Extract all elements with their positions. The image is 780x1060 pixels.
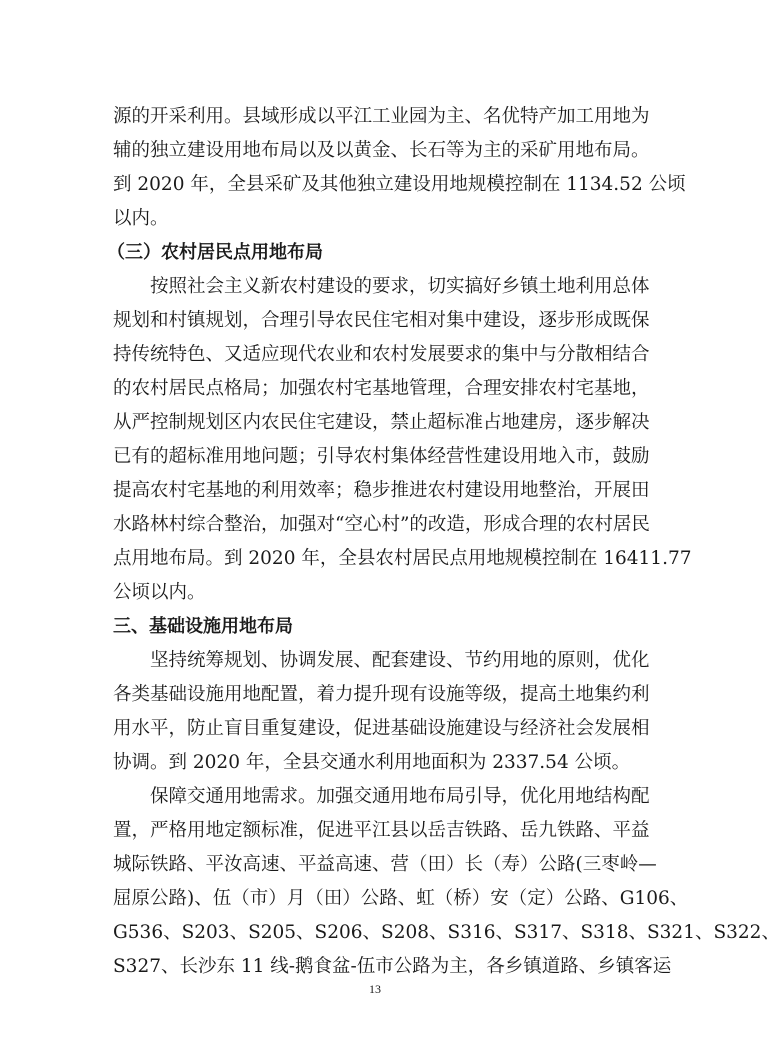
text-line: 协调。到 2020 年，全县交通水利用地面积为 2337.54 公顷。: [113, 752, 631, 773]
text-line: 坚持统筹规划、协调发展、配套建设、节约用地的原则，优化: [150, 650, 650, 671]
text-line: S327、长沙东 11 线-鹅食盆-伍市公路为主，各乡镇道路、乡镇客运: [113, 956, 672, 977]
section-heading: 三、基础设施用地布局: [113, 616, 293, 637]
text-line: 按照社会主义新农村建设的要求，切实搞好乡镇土地利用总体: [150, 276, 650, 297]
text-line: 屈原公路)、伍（市）月（田）公路、虹（桥）安（定）公路、G106、: [113, 888, 689, 909]
text-line: 提高农村宅基地的利用效率；稳步推进农村建设用地整治，开展田: [113, 480, 650, 501]
section-heading: （三）农村居民点用地布局: [107, 242, 323, 263]
text-line: 公顷以内。: [113, 582, 206, 603]
text-line: 水路林村综合整治，加强对“空心村”的改造，形成合理的农村居民: [113, 514, 650, 535]
text-line: 持传统特色、又适应现代农业和农村发展要求的集中与分散相结合: [113, 344, 650, 365]
text-line: 城际铁路、平汝高速、平益高速、营（田）长（寿）公路(三枣岭—: [113, 854, 657, 875]
page-number: 13: [369, 982, 381, 996]
text-line: 辅的独立建设用地布局以及以黄金、长石等为主的采矿用地布局。: [113, 140, 650, 161]
text-line: 用水平，防止盲目重复建设，促进基础设施建设与经济社会发展相: [113, 718, 650, 739]
text-line: G536、S203、S205、S206、S208、S316、S317、S318、S321、S322、: [113, 922, 780, 943]
document-body: [107, 100, 780, 984]
text-line: 置，严格用地定额标准，促进平江县以岳吉铁路、岳九铁路、平益: [113, 820, 650, 841]
text-line: 从严控制规划区内农民住宅建设，禁止超标准占地建房，逐步解决: [113, 412, 650, 433]
text-line: 各类基础设施用地配置，着力提升现有设施等级，提高土地集约利: [113, 684, 650, 705]
text-line: 点用地布局。到 2020 年，全县农村居民点用地规模控制在 16411.77: [113, 548, 692, 569]
text-line: 规划和村镇规划，合理引导农民住宅相对集中建设，逐步形成既保: [113, 310, 650, 331]
text-line: 到 2020 年，全县采矿及其他独立建设用地规模控制在 1134.52 公顷: [113, 174, 686, 195]
text-line: 保障交通用地需求。加强交通用地布局引导，优化用地结构配: [150, 786, 650, 807]
text-line: 源的开采利用。县域形成以平江工业园为主、名优特产加工用地为: [113, 106, 650, 127]
text-line: 已有的超标准用地问题；引导农村集体经营性建设用地入市，鼓励: [113, 446, 650, 467]
text-line: 以内。: [113, 208, 169, 229]
text-line: 的农村居民点格局；加强农村宅基地管理，合理安排农村宅基地，: [113, 378, 650, 399]
